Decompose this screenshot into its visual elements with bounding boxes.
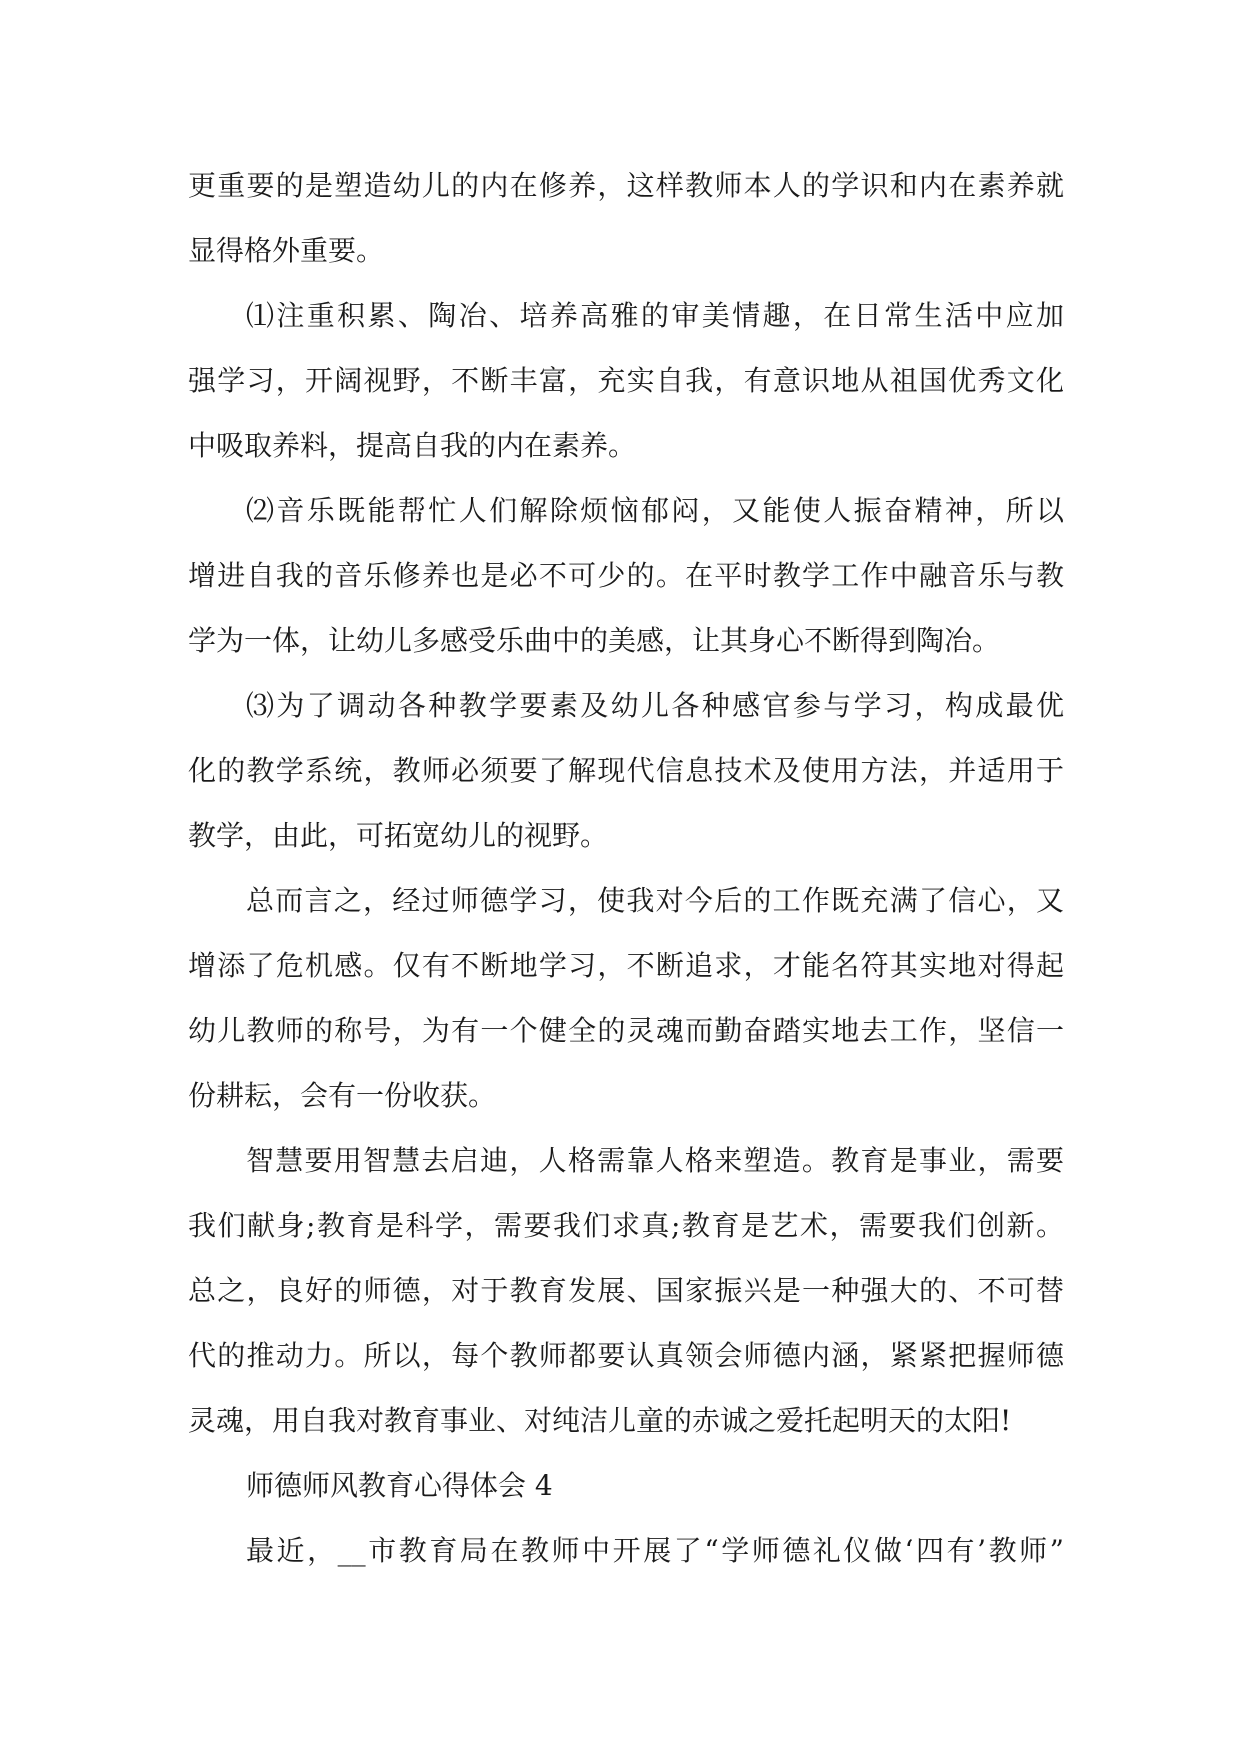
text-line: 总之，良好的师德，对于教育发展、国家振兴是一种强大的、不可替 bbox=[188, 1274, 1064, 1307]
text-line: 增添了危机感。仅有不断地学习，不断追求，才能名符其实地对得起 bbox=[188, 949, 1064, 982]
text-line: 更重要的是塑造幼儿的内在修养，这样教师本人的学识和内在素养就 bbox=[188, 169, 1064, 202]
text-line: 灵魂，用自我对教育事业、对纯洁儿童的赤诚之爱托起明天的太阳! bbox=[188, 1404, 1012, 1437]
section-heading: 师德师风教育心得体会 4 bbox=[246, 1469, 553, 1502]
text-line: 总而言之，经过师德学习，使我对今后的工作既充满了信心，又 bbox=[246, 884, 1064, 917]
text-line: 最近，__市教育局在教师中开展了“学师德礼仪做‘四有’教师” bbox=[246, 1534, 1064, 1567]
text-line: 增进自我的音乐修养也是必不可少的。在平时教学工作中融音乐与教 bbox=[188, 559, 1064, 592]
text-line: 智慧要用智慧去启迪，人格需靠人格来塑造。教育是事业，需要 bbox=[246, 1144, 1064, 1177]
text-line: 份耕耘，会有一份收获。 bbox=[188, 1079, 497, 1112]
text-line: 幼儿教师的称号，为有一个健全的灵魂而勤奋踏实地去工作，坚信一 bbox=[188, 1014, 1064, 1047]
text-line: ⑴注重积累、陶冶、培养高雅的审美情趣，在日常生活中应加 bbox=[246, 299, 1064, 332]
text-line: 显得格外重要。 bbox=[188, 234, 385, 267]
document-body bbox=[188, 153, 1064, 1583]
text-line: 学为一体，让幼儿多感受乐曲中的美感，让其身心不断得到陶冶。 bbox=[188, 624, 1001, 657]
text-line: 化的教学系统，教师必须要了解现代信息技术及使用方法，并适用于 bbox=[188, 754, 1064, 787]
text-line: 代的推动力。所以，每个教师都要认真领会师德内涵，紧紧把握师德 bbox=[188, 1339, 1064, 1372]
text-line: 中吸取养料，提高自我的内在素养。 bbox=[188, 429, 637, 462]
text-line: 强学习，开阔视野，不断丰富，充实自我，有意识地从祖国优秀文化 bbox=[188, 364, 1064, 397]
text-line: 教学，由此，可拓宽幼儿的视野。 bbox=[188, 819, 609, 852]
text-line: ⑶为了调动各种教学要素及幼儿各种感官参与学习，构成最优 bbox=[246, 689, 1064, 722]
text-line: ⑵音乐既能帮忙人们解除烦恼郁闷，又能使人振奋精神，所以 bbox=[246, 494, 1064, 527]
text-line: 我们献身;教育是科学，需要我们求真;教育是艺术，需要我们创新。 bbox=[188, 1209, 1064, 1242]
